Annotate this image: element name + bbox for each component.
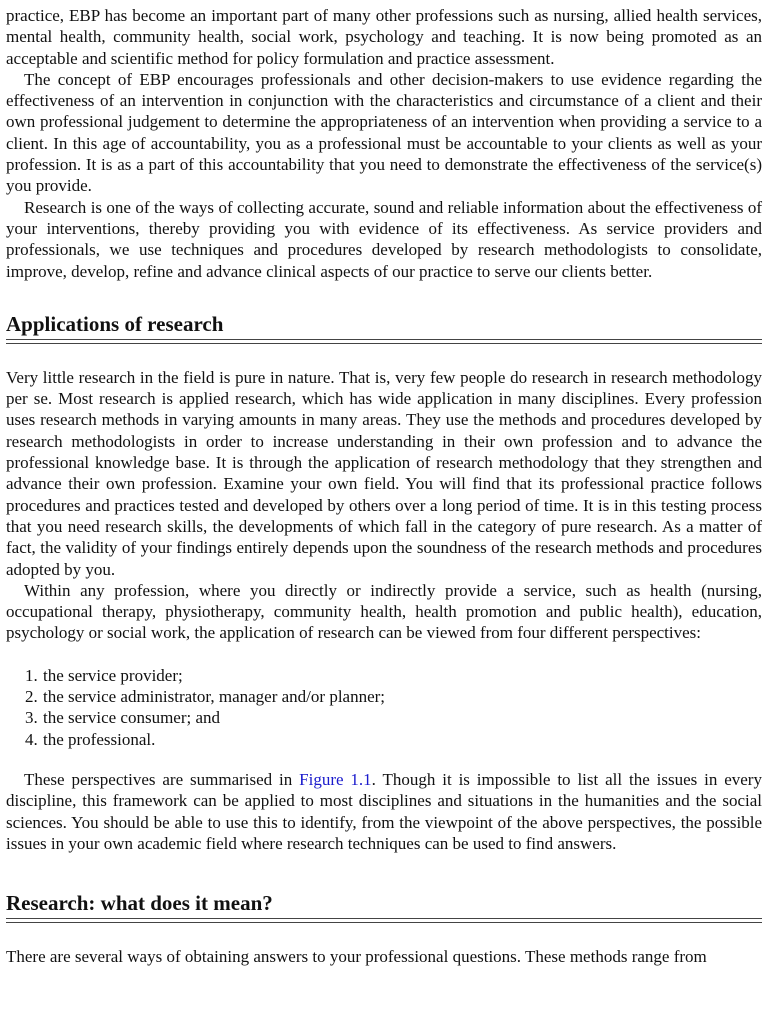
list-item: 2. the service administrator, manager and/or planner; <box>42 686 762 707</box>
intro-paragraph-3: Research is one of the ways of collecting accurate, sound and reliable information about the effectiveness of your interventions, thereby providing you with evidence of its effectiveness. As service providers and professionals, we use techniques and procedures developed by research methodologists to consolidate, improve, develop, refine and advance clinical aspects of our practice to serve our clients better. <box>6 197 762 281</box>
figure-1-1-link[interactable]: Figure 1.1 <box>299 769 372 789</box>
applications-paragraph-2: Within any profession, where you directly or indirectly provide a service, such as health (nursing, occupational therapy, physiotherapy, community health, health promotion and public health), education, psychology or social work, the application of research can be viewed from four different perspectives: <box>6 580 762 643</box>
intro-paragraph-1: practice, EBP has become an important part of many other professions such as nursing, allied health services, mental health, community health, social work, psychology and teaching. It is now being promoted as an acceptable and scientific method for policy formulation and practice assessment. <box>6 6 762 68</box>
list-item: 3. the service consumer; and <box>42 707 762 728</box>
paragraph-text-start: These perspectives are summarised in <box>24 769 300 789</box>
perspectives-list <box>6 665 762 750</box>
intro-paragraph-2: The concept of EBP encourages professionals and other decision-makers to use evidence regarding the effectiveness of an intervention in conjunction with the characteristics and circumstance of a client and their own professional judgement to determine the appropriateness of an intervention when providing a service to a client. In this age of accountability, you as a professional must be accountable to your clients as well as your profession. It is as a part of this accountability that you need to demonstrate the effectiveness of the service(s) you provide. <box>6 69 762 196</box>
meaning-paragraph-1: There are several ways of obtaining answers to your professional questions. These methods range from <box>6 947 707 967</box>
applications-paragraph-3 <box>6 769 762 854</box>
list-item: 4. the professional. <box>42 729 762 750</box>
list-item: 1. the service provider; <box>42 665 762 686</box>
section-heading-meaning: Research: what does it mean? <box>6 891 273 916</box>
document-page <box>6 5 762 967</box>
section-heading-applications: Applications of research <box>6 311 224 336</box>
applications-paragraph-1: Very little research in the field is pure in nature. That is, very few people do research in research methodology per se. Most research is applied research, which has wide application in many disciplines. Every profession uses research methods in varying amounts in many areas. They use the methods and procedures developed by research methodologists in order to increase understanding in their own profession and to advance the professional knowledge base. It is through the application of research methodology that they strengthen and advance their own profession. Examine your own field. You will find that its professional practice follows procedures and practices tested and developed by others over a long period of time. It is in this testing process that you need research skills, the developments of which fall in the category of pure research. As a matter of fact, the validity of your findings entirely depends upon the soundness of the research methods and procedures adopted by you. <box>6 367 762 579</box>
paragraph-text-end: . Though it is impossible to list all the issues in every discipline, this framework can be applied to most disciplines and situations in the humanities and the social sciences. You should be able to use this to identify, from the viewpoint of the above perspectives, the possible issues in your own academic field where research techniques can be used to find answers. <box>6 769 762 853</box>
